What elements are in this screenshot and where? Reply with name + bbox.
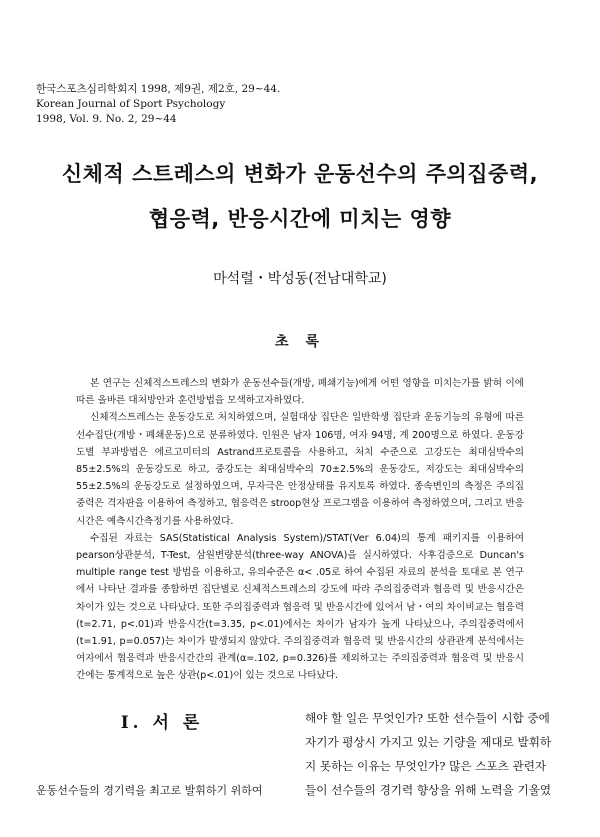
abstract-paragraph: 본 연구는 신체적스트레스의 변화가 운동선수들(개방, 폐쇄기능)에게 어떤 영향을 미치는가를 밝혀 이에 따른 올바른 대처방안과 훈련방법을 모색하고자하였다. xyxy=(76,378,524,407)
journal-citation-korean: 한국스포츠심리학회지 1998, 제9권, 제2호, 29~44. xyxy=(36,83,281,95)
abstract-heading: 초 록 xyxy=(275,334,325,350)
body-text-right-column xyxy=(305,706,567,802)
paper-title-line-2: 협응력, 반응시간에 미치는 영향 xyxy=(148,207,452,231)
abstract-paragraph: 수집된 자료는 SAS(Statistical Analysis System)/STAT(Ver 6.04)의 통계 패키지를 이용하여 pearson상관분석, T-Test, 삼원변량분석(three-way ANOVA)을 실시하였다. 사후검증으로 Duncan's multiple range test 방법을 이용하고, 유의수준은 α< .05로 하여 수집된 자료의 분석을 토대로 본 연구에서 나타난 결과를 종합하면 집단별로 신체적스트레스의 강도에 따라 주의집중력과 협응력 및 반응시간은 차이가 있는 것으로 나타났다. 또한 주의집중력과 협응력 및 반응시간에 있어서 남・여의 차이비교는 협응력(t=2.71, p<.01)과 반응시간(t=3.35, p<.01)에서는 차이가 남자가 높게 나타났으나, 주의집중력에서(t=1.91, p=0.057)는 차이가 발생되지 않았다. 주의집중력과 협응력 및 반응시간의 상관관계 분석에서는 여자에서 협응력과 반응시간간의 관계(α=.102, p=0.326)를 제외하고는 주의집중력과 협응력 및 반응시간에는 통계적으로 높은 상관(p<.01)이 있는 것으로 나타났다. xyxy=(76,532,524,682)
authors: 마석렬・박성동(전남대학교) xyxy=(213,271,387,287)
section-heading-introduction: I. 서 론 xyxy=(120,713,204,733)
body-line: 지 못하는 이유는 무엇인가? 많은 스포츠 관련자 xyxy=(305,759,547,773)
journal-volume-english: 1998, Vol. 9. No. 2, 29~44 xyxy=(36,113,177,125)
abstract-body xyxy=(76,375,524,685)
journal-header xyxy=(36,82,280,127)
body-line: 자기가 평상시 가지고 있는 기량을 제대로 발휘하 xyxy=(305,735,552,749)
body-line: 들이 선수들의 경기력 향상을 위해 노력을 기울였 xyxy=(305,783,552,797)
paper-title-line-1: 신체적 스트레스의 변화가 운동선수의 주의집중력, xyxy=(61,162,539,186)
body-line: 해야 할 일은 무엇인가? 또한 선수들이 시합 중에 xyxy=(305,711,550,725)
abstract-paragraph: 신체적스트레스는 운동강도로 처치하였으며, 실험대상 집단은 일반학생 집단과 운동기능의 유형에 따른 선수집단(개방・폐쇄운동)으로 분류하였다. 인원은 남자 106명, 여자 94명, 계 200명으로 하였다. 운동강도별 부과방법은 에르고미터의 Astrand프로토콜을 사용하고, 처치 수준으로 고강도는 최대심박수의 85±2.5%의 운동강도로 하고, 중강도는 최대심박수의 70±2.5%의 운동강도, 저강도는 최대심박수의 55±2.5%의 운동강도로 설정하였으며, 무자극은 안정상태를 유지토록 하였다. 종속변인의 측정은 주의집중력은 격자판을 이용하여 측정하고, 협응력은 stroop현상 프로그램을 이용하여 측정하였으며, 그리고 반응시간은 예측시간측정기를 사용하였다. xyxy=(76,412,524,527)
journal-name-english: Korean Journal of Sport Psychology xyxy=(36,98,226,110)
body-text-left-column: 운동선수들의 경기력을 최고로 발휘하기 위하여 xyxy=(36,784,263,797)
